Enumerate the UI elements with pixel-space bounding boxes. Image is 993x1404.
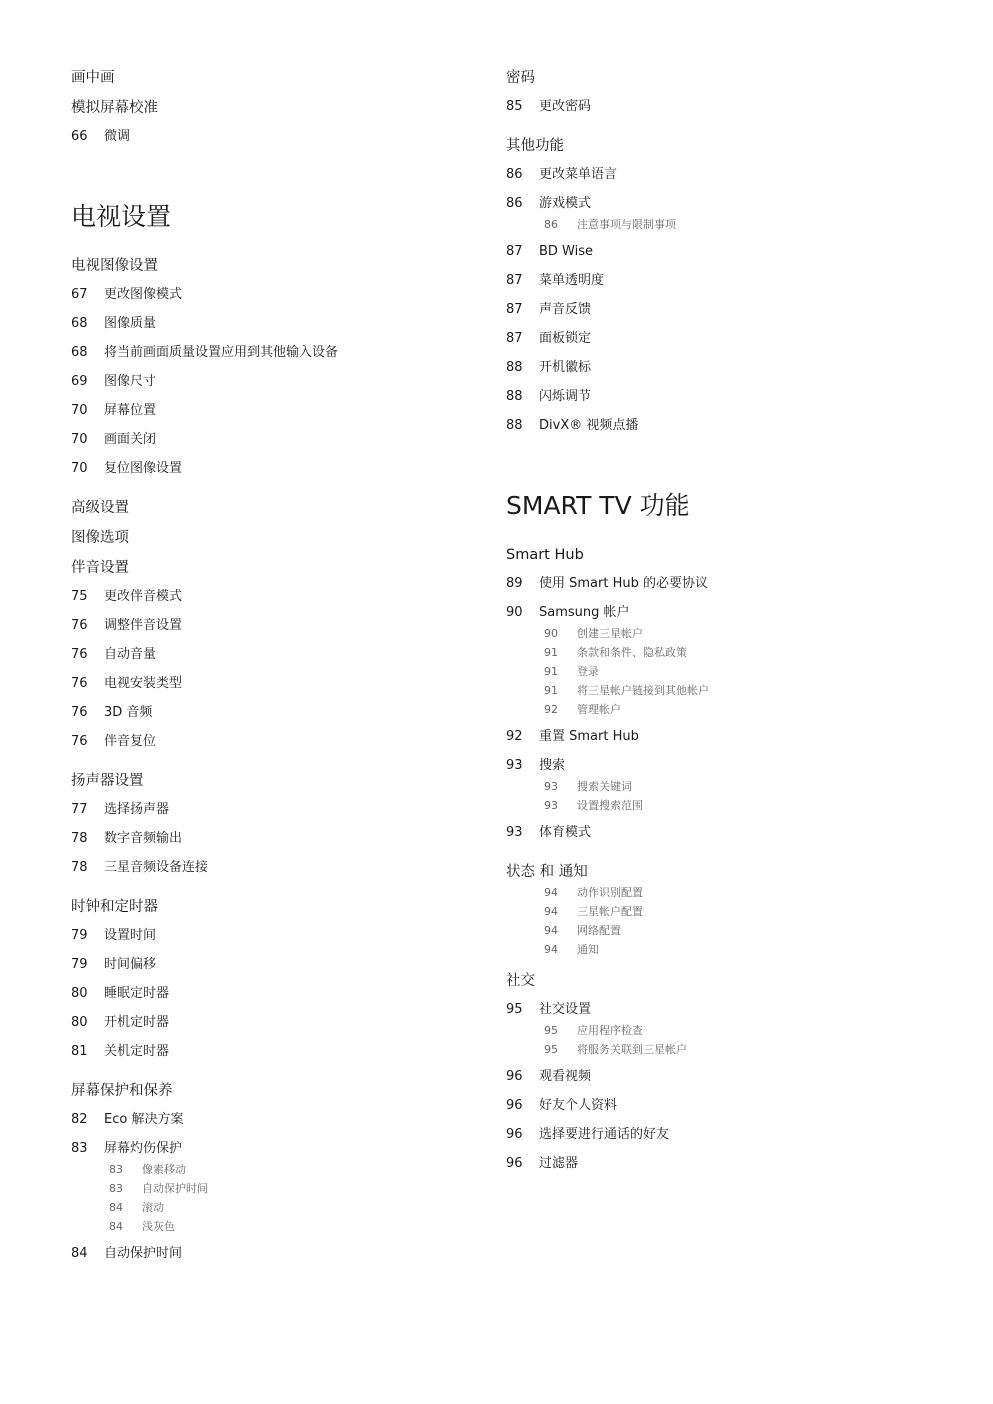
page-number: 88 [506,389,523,404]
page-number: 87 [506,302,523,317]
page-number: 67 [71,287,88,302]
page-number: 88 [506,360,523,375]
toc-entry[interactable] [71,984,471,1013]
entry-title: 开机定时器 [104,1015,170,1030]
toc-entry[interactable] [71,829,471,858]
entry-title: 游戏模式 [539,196,592,211]
toc-entry[interactable] [71,800,471,829]
toc-entry[interactable] [71,858,471,887]
toc-subentry[interactable] [506,626,946,645]
entry-title: Eco 解决方案 [104,1112,184,1127]
toc-entry[interactable] [506,387,946,416]
page-number: 96 [506,1069,523,1084]
entry-title: 复位图像设置 [104,461,183,476]
toc-subentry[interactable] [506,1023,946,1042]
page-number: 79 [71,957,88,972]
entry-title: BD Wise [539,244,594,259]
page-number: 68 [71,316,88,331]
page-number: 94 [544,924,558,937]
entry-title: 开机徽标 [539,360,592,375]
page-number: 75 [71,589,88,604]
entry-title: 伴音复位 [104,734,157,749]
entry-title: 滚动 [142,1201,164,1214]
entry-title: 更改图像模式 [104,287,183,302]
section-heading: Smart Hub [506,547,584,563]
toc-entry[interactable] [506,165,946,194]
toc-entry[interactable] [71,459,471,488]
toc-entry[interactable] [71,645,471,674]
page-number: 66 [71,129,88,144]
entry-title: 观看视频 [539,1069,592,1084]
toc-subentry[interactable] [506,942,946,961]
entry-title: 更改密码 [539,99,592,114]
page-number: 87 [506,273,523,288]
page-number: 94 [544,886,558,899]
section-heading: 电视图像设置 [71,258,158,274]
entry-title: Samsung 帐户 [539,605,630,620]
entry-title: 屏幕位置 [104,403,157,418]
entry-title: 自动音量 [104,647,157,662]
entry-title: 创建三星帐户 [577,627,643,640]
toc-entry[interactable] [71,955,471,984]
entry-title: 屏幕灼伤保护 [104,1141,183,1156]
entry-title: 声音反馈 [539,302,592,317]
toc-subentry[interactable] [506,923,946,942]
entry-title: 选择要进行通话的好友 [539,1127,670,1142]
section-heading: 画中画 [71,70,115,86]
page-number: 70 [71,461,88,476]
toc-entry[interactable] [71,674,471,703]
page-number: 81 [71,1044,88,1059]
page-number: 70 [71,432,88,447]
page-number: 83 [109,1163,123,1176]
toc-subentry[interactable] [506,645,946,664]
toc-subentry[interactable] [506,1042,946,1061]
entry-title: 设置时间 [104,928,157,943]
entry-title: 像素移动 [142,1163,186,1176]
page-number: 80 [71,1015,88,1030]
page-number: 89 [506,576,523,591]
entry-title: 图像尺寸 [104,374,157,389]
page-number: 94 [544,905,558,918]
entry-title: 更改菜单语言 [539,167,618,182]
page-number: 93 [506,758,523,773]
entry-title: 更改伴音模式 [104,589,183,604]
entry-title: 闪烁调节 [539,389,592,404]
section-heading: 状态 和 通知 [506,864,588,880]
section-heading: 模拟屏幕校准 [71,100,158,116]
page-number: 88 [506,418,523,433]
entry-title: 微调 [104,129,131,144]
section-heading: 图像选项 [71,530,129,546]
entry-title: 浅灰色 [142,1220,175,1233]
toc-subentry[interactable] [506,798,946,817]
page-number: 87 [506,331,523,346]
page-number: 76 [71,647,88,662]
toc-left-column [71,68,471,1273]
page-number: 93 [544,780,558,793]
toc-entry[interactable] [71,314,471,343]
entry-title: 将三星帐户链接到其他帐户 [577,684,709,697]
toc-entry[interactable] [506,1096,946,1125]
entry-title: 图像质量 [104,316,157,331]
entry-title: 画面关闭 [104,432,157,447]
toc-subentry[interactable] [71,1181,471,1200]
page-number: 84 [71,1246,88,1261]
page-number: 77 [71,802,88,817]
entry-title: 管理帐户 [577,703,621,716]
page-number: 95 [506,1002,523,1017]
toc-entry[interactable] [71,732,471,761]
page-number: 90 [506,605,523,620]
page-number: 91 [544,646,558,659]
toc-subentry[interactable] [71,1200,471,1219]
page-number: 86 [544,218,558,231]
entry-title: DivX® 视频点播 [539,418,639,433]
entry-title: 过滤器 [539,1156,579,1171]
page-number: 94 [544,943,558,956]
toc-entry[interactable] [506,1125,946,1154]
page-number: 87 [506,244,523,259]
toc-entry[interactable] [506,1154,946,1183]
toc-entry[interactable] [506,300,946,329]
toc-subentry[interactable] [71,1162,471,1181]
page-number: 96 [506,1098,523,1113]
entry-title: 三星音频设备连接 [104,860,209,875]
entry-title: 将服务关联到三星帐户 [577,1043,687,1056]
entry-title: 时间偏移 [104,957,157,972]
entry-title: 自动保护时间 [142,1182,208,1195]
toc-entry[interactable] [71,926,471,955]
toc-subentry[interactable] [506,779,946,798]
page-number: 68 [71,345,88,360]
entry-title: 登录 [577,665,599,678]
toc-entry[interactable] [71,703,471,732]
toc-entry[interactable] [71,616,471,645]
page-number: 86 [506,167,523,182]
toc-subentry[interactable] [506,702,946,721]
page-number: 92 [506,729,523,744]
section-heading: 扬声器设置 [71,773,144,789]
toc-entry[interactable] [506,823,946,852]
entry-title: 使用 Smart Hub 的必要协议 [539,576,708,591]
entry-title: 三星帐户配置 [577,905,643,918]
page-number: 92 [544,703,558,716]
entry-title: 将当前画面质量设置应用到其他输入设备 [104,345,339,360]
entry-title: 社交设置 [539,1002,592,1017]
chapter-title: SMART TV 功能 [506,491,690,520]
page-number: 70 [71,403,88,418]
entry-title: 睡眠定时器 [104,986,170,1001]
entry-title: 面板锁定 [539,331,592,346]
page-number: 95 [544,1024,558,1037]
page-number: 76 [71,618,88,633]
entry-title: 调整伴音设置 [104,618,183,633]
toc-entry[interactable] [71,430,471,459]
entry-title: 网络配置 [577,924,621,937]
toc-entry[interactable] [506,727,946,756]
page-number: 76 [71,676,88,691]
toc-entry[interactable] [506,329,946,358]
page-number: 76 [71,734,88,749]
page-number: 82 [71,1112,88,1127]
toc-entry[interactable] [506,416,946,445]
toc-entry[interactable] [71,285,471,314]
page-number: 93 [544,799,558,812]
toc-entry[interactable] [71,587,471,616]
entry-title: 搜索关键词 [577,780,632,793]
page-number: 69 [71,374,88,389]
entry-title: 动作识别配置 [577,886,643,899]
entry-title: 通知 [577,943,599,956]
page-number: 83 [71,1141,88,1156]
section-heading: 屏幕保护和保养 [71,1083,173,1099]
page-number: 76 [71,705,88,720]
page-number: 91 [544,665,558,678]
section-heading: 社交 [506,973,535,989]
page-number: 93 [506,825,523,840]
toc-right-column [506,68,946,1183]
page-number: 78 [71,860,88,875]
entry-title: 关机定时器 [104,1044,170,1059]
toc-subentry[interactable] [506,664,946,683]
page-number: 96 [506,1156,523,1171]
entry-title: 菜单透明度 [539,273,605,288]
entry-title: 选择扬声器 [104,802,170,817]
toc-subentry[interactable] [71,1219,471,1238]
toc-entry[interactable] [71,1244,471,1273]
page-number: 78 [71,831,88,846]
toc-entry[interactable] [506,574,946,603]
entry-title: 注意事项与限制事项 [577,218,676,231]
section-heading: 时钟和定时器 [71,899,158,915]
page-number: 83 [109,1182,123,1195]
toc-entry[interactable] [506,242,946,271]
toc-entry[interactable] [71,1042,471,1071]
toc-entry[interactable] [71,343,471,372]
page-number: 79 [71,928,88,943]
page-number: 85 [506,99,523,114]
entry-title: 条款和条件、隐私政策 [577,646,687,659]
toc-entry[interactable] [506,1067,946,1096]
toc-entry[interactable] [71,372,471,401]
entry-title: 重置 Smart Hub [539,729,639,744]
entry-title: 搜索 [539,758,566,773]
entry-title: 好友个人资料 [539,1098,618,1113]
toc-entry[interactable] [71,401,471,430]
toc-entry[interactable] [71,1013,471,1042]
toc-entry[interactable] [506,271,946,300]
entry-title: 自动保护时间 [104,1246,183,1261]
page-number: 86 [506,196,523,211]
section-heading: 伴音设置 [71,560,129,576]
toc-entry[interactable] [71,1110,471,1139]
toc-subentry[interactable] [506,885,946,904]
page-number: 96 [506,1127,523,1142]
section-heading: 其他功能 [506,138,564,154]
page-number: 90 [544,627,558,640]
page-number: 95 [544,1043,558,1056]
toc-subentry[interactable] [506,904,946,923]
entry-title: 3D 音频 [104,705,153,720]
section-heading: 密码 [506,70,535,86]
entry-title: 数字音频输出 [104,831,183,846]
page-number: 80 [71,986,88,1001]
entry-title: 电视安装类型 [104,676,183,691]
chapter-title: 电视设置 [71,202,172,231]
toc-subentry[interactable] [506,683,946,702]
toc-subentry[interactable] [506,217,946,236]
toc-entry[interactable] [506,358,946,387]
page-number: 84 [109,1201,123,1214]
toc-entry[interactable] [71,127,471,156]
entry-title: 体育模式 [539,825,592,840]
toc-entry[interactable] [506,97,946,126]
page-number: 91 [544,684,558,697]
page-number: 84 [109,1220,123,1233]
entry-title: 应用程序检查 [577,1024,643,1037]
section-heading: 高级设置 [71,500,129,516]
entry-title: 设置搜索范围 [577,799,643,812]
